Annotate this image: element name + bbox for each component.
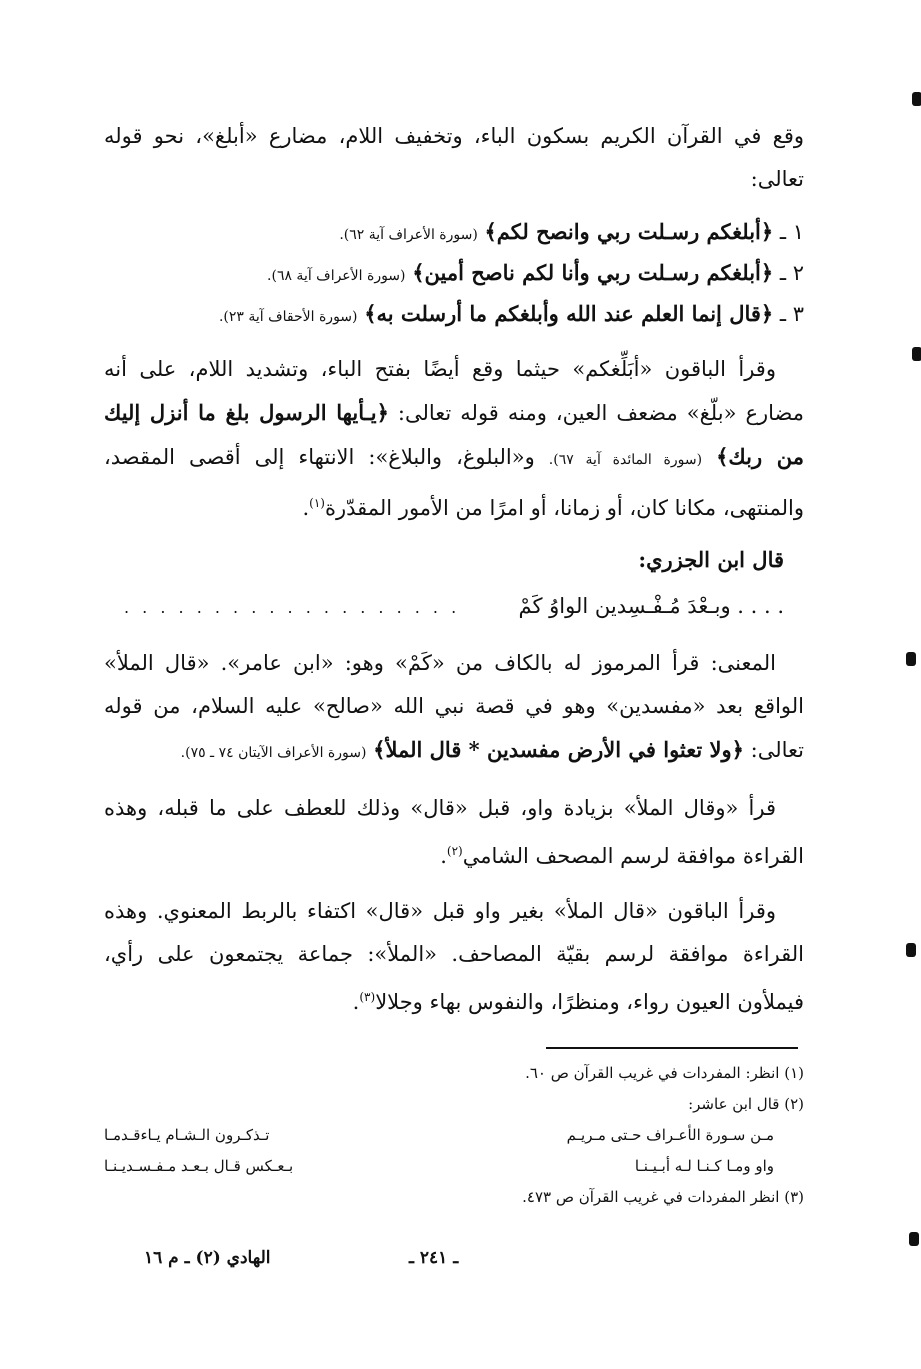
paragraph-text: وقرأ الباقون «قال الملأ» بغير واو قبل «قال» اكتفاء بالربط المعنوي. وهذه القراءة موافقة لرسم بقيّة المصاحف. «الملأ»: جماعة يجتمعون على رأي، فيملأون العيون رواء، ومنظرًا، والنفوس بهاء وجلالا: [104, 899, 804, 1014]
verse-source: (سورة الأعراف آية ٦٨).: [267, 268, 406, 284]
footnote-ref: (١): [309, 496, 325, 510]
page-body: [104, 115, 804, 1024]
footnote-poem-line-2: [104, 1151, 804, 1182]
verse-item-3: [104, 295, 804, 336]
signature-mark: الهادي (٢) ـ م ١٦: [144, 1248, 271, 1268]
paragraph-text: وقرأ الباقون «أبَلِّغكم» حيثما وقع أيضًا بفتح الباء، وتشديد اللام، على أنه مضارع «بلّغ» مضعف العين، ومنه قوله تعالى:: [104, 357, 804, 425]
footnote-ref: (٣): [359, 990, 376, 1004]
footnotes: [104, 1058, 804, 1213]
poem-hemistich: مـن سـورة الأعـراف حـتى مـريـم: [566, 1126, 774, 1144]
verse-item-1: [104, 213, 804, 254]
verse-text: ﴿أبلغكم رسـلت ربي وانصح لكم﴾: [484, 219, 774, 244]
poem-hemistich: . . . . وبـعْدَ مُـفْـسِدين الواوُ كَمْ: [518, 594, 784, 618]
verse-source: (سورة الأعراف الآيتان ٧٤ ـ ٧٥).: [180, 745, 367, 761]
margin-mark: [912, 347, 921, 361]
margin-mark: [906, 652, 916, 666]
section-heading: قال ابن الجزري:: [638, 547, 784, 572]
poem-hemistich: بـعـكس قـال بـعـد مـفـسـديـنـا: [104, 1157, 294, 1175]
margin-mark: [909, 1232, 919, 1246]
paragraph-text: المعنى: قرأ المرموز له بالكاف من «كَمْ» وهو: «ابن عامر». «قال الملأ» الواقع بعد «مفسدين» وهو في قصة نبي الله «صالح» عليه السلام، من قوله تعالى:: [104, 651, 804, 762]
margin-mark: [906, 943, 916, 957]
page-number: ـ ٢٤١ ـ: [409, 1248, 459, 1268]
verse-number: ٢ ـ: [779, 261, 804, 285]
poem-hemistich: تـذكـرون الـشـام يـاءقـدمـا: [104, 1126, 270, 1144]
margin-mark: [912, 92, 921, 106]
footnote-poem-line-1: [104, 1120, 804, 1151]
paragraph-text: قرأ «وقال الملأ» بزيادة واو، قبل «قال» وذلك للعطف على ما قبله، وهذه القراءة موافقة لرسم المصحف الشامي: [104, 796, 804, 868]
verse-number: ١ ـ: [779, 220, 804, 244]
footnote-1: (١) انظر: المفردات في غريب القرآن ص ٦٠.: [525, 1064, 804, 1082]
verse-item-2: [104, 254, 804, 295]
paragraph-reading-baqun: وقرأ الباقون «قال الملأ» بغير واو قبل «قال» اكتفاء بالربط المعنوي. وهذه القراءة موافقة لرسم بقيّة المصاحف. «الملأ»: جماعة يجتمعون على رأي، فيملأون العيون رواء، ومنظرًا، والنفوس بهاء وجلالا$^{(٣)}$.: [104, 899, 804, 1014]
footnote-divider: [546, 1047, 798, 1049]
poem-dots: . . . . . . . . . . . . . . . . . . .: [124, 598, 461, 617]
poem-line: [104, 584, 804, 630]
verse-text: ﴿قال إنما العلم عند الله وأبلغكم ما أرسلت به﴾: [364, 301, 774, 326]
verse-number: ٣ ـ: [779, 302, 804, 326]
verse-source: (سورة الأحقاف آية ٢٣).: [218, 309, 358, 325]
verse-text: ﴿ولا تعثوا في الأرض مفسدين * قال الملأ﴾: [373, 737, 744, 762]
poem-hemistich: واو ومـا كـنـا لـه أبـيـنـا: [634, 1157, 774, 1175]
paragraph-reading-waw: قرأ «وقال الملأ» بزيادة واو، قبل «قال» وذلك للعطف على ما قبله، وهذه القراءة موافقة لرسم المصحف الشامي$^{(٢)}$.: [104, 796, 804, 868]
paragraph-baqun: وقرأ الباقون «أبَلِّغكم» حيثما وقع أيضًا بفتح الباء، وتشديد اللام، على أنه مضارع «بلّغ» مضعف العين، ومنه قوله تعالى: ﴿يـأيها الرسول بلغ ما أنزل إليك من ربك﴾ (سورة المائدة آية ٦٧). و«البلوغ، والبلاغ»: الانتهاء إلى أقصى المقصد، والمنتهى، مكانا كان، أو زمانا، أو امرًا من الأمور المقدّرة$^{(١)}$.: [104, 357, 804, 520]
verse-source: (سورة الأعراف آية ٦٢).: [339, 227, 478, 243]
paragraph-meaning: [104, 642, 804, 775]
intro-paragraph: وقع في القرآن الكريم بسكون الباء، وتخفيف اللام، مضارع «أبلغ»، نحو قوله تعالى:: [104, 124, 804, 191]
footnote-2: (٢) قال ابن عاشر:: [688, 1095, 804, 1113]
footnote-ref: (٢): [446, 844, 463, 858]
footnote-3: (٣) انظر المفردات في غريب القرآن ص ٤٧٣.: [522, 1188, 804, 1206]
verse-text: ﴿أبلغكم رسـلت ربي وأنا لكم ناصح أمين﴾: [412, 260, 774, 285]
verse-source: (سورة المائدة آية ٦٧).: [548, 452, 703, 468]
paragraph-text: و«البلوغ، والبلاغ»: الانتهاء إلى أقصى المقصد، والمنتهى، مكانا كان، أو زمانا، أو امرًا من الأمور المقدّرة: [104, 445, 804, 520]
verse-text: ﴿يـأيها الرسول بلغ ما أنزل إليك من ربك﴾: [104, 400, 804, 469]
